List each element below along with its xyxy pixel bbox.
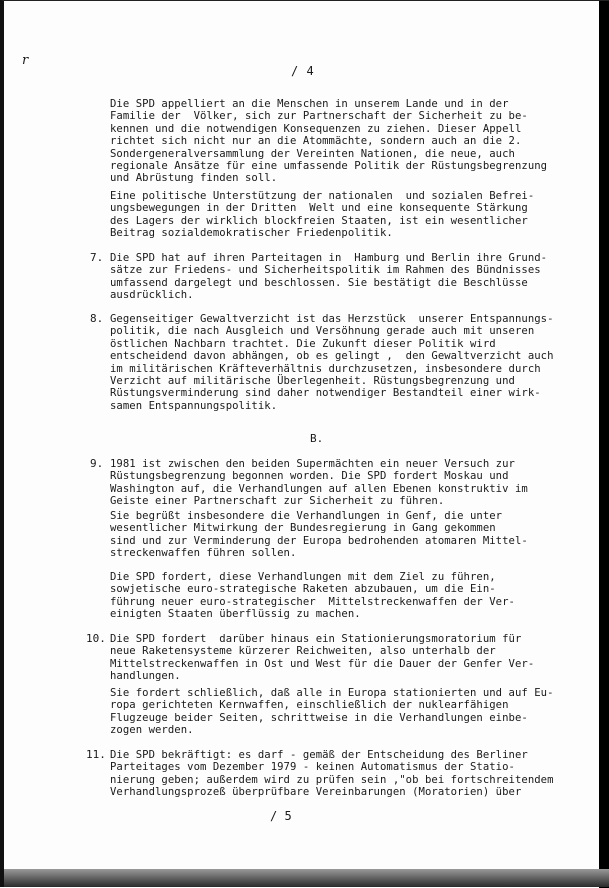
paragraph-7: Die SPD hat auf ihren Parteitagen in Hamburg und Berlin ihre Grund- sätze zur Friedens- und Sicherheitspolitik im Rahmen des Bündnisses umfassend dargelegt und beschlossen. Sie bestätigt die Beschlüsse ausdrücklich.	[110, 252, 548, 302]
item-number-8: 8.	[90, 312, 104, 325]
paragraph-8: Gegenseitiger Gewaltverzicht ist das Herzstück unserer Entspannungs- politik, die nach Ausgleich und Versöhnung gerade auch mit unseren östlichen Nachbarn trachtet. Die Zukunft dieser Politik wird entscheidend davon abhängen, ob es gelingt , den Gewaltverzicht auch im militärischen Kräfteverhältnis durchzusetzen, insbesondere durch Verzicht auf militärische Überlegenheit. Rüstungsbegrenzung und Rüstungsverminderung sind daher notwendiger Bestandteil einer wirk- samen Entspannungspolitik.	[110, 313, 554, 412]
scan-edge-bottom	[4, 869, 609, 887]
paragraph-support: Eine politische Unterstützung der nationalen und sozialen Befrei- ungsbewegungen in der Dritten Welt und eine konsequente Stärkung des Lagers der wirklich blockfreien Staaten, ist ein wesentlicher Beitrag sozialdemokratischer Friedenpolitik.	[110, 190, 535, 240]
continuation-marker: / 5	[270, 809, 292, 823]
paragraph-10: Die SPD fordert darüber hinaus ein Stationierungsmoratorium für neue Raketensysteme kürzerer Reichweiten, also unterhalb der Mittelstreckenwaffen in Ost und West für die Dauer der Genfer Ver- handlungen.	[110, 633, 535, 683]
item-number-9: 9.	[90, 457, 104, 470]
item-number-7: 7.	[90, 251, 104, 264]
paragraph-9-demand: Die SPD fordert, diese Verhandlungen mit dem Ziel zu führen, sowjetische euro-strategische Raketen abzubauen, um die Ein- führung neuer euro-strategischer Mittelstreckenwaffen der Ver- einigten Staaten überflüssig zu machen.	[110, 571, 515, 621]
corner-mark: r	[22, 53, 29, 68]
paragraph-appeal: Die SPD appelliert an die Menschen in unserem Lande und in der Familie der Völker, sich zur Partnerschaft der Sicherheit zu be- kennen und die notwendigen Konsequenzen zu ziehen. Dieser Appell richtet sich nicht nur an die Atommächte, sondern auch an die 2. Sondergeneralversammlung der Vereinten Nationen, die neue, auch regionale Ansätze für eine umfassende Politik der Rüstungsbegrenzung und Abrüstung finden soll.	[110, 98, 548, 185]
item-number-11: 11.	[86, 748, 106, 761]
paragraph-9: 1981 ist zwischen den beiden Supermächten ein neuer Versuch zur Rüstungsbegrenzung begonnen worden. Die SPD fordert Moskau und Washington auf, die Verhandlungen auf allen Ebenen konstruktiv im Geiste einer Partnerschaft zur Sicherheit zu führen.	[110, 458, 528, 508]
scan-edge-right	[599, 1, 609, 888]
paragraph-9-geneva: Sie begrüßt insbesondere die Verhandlungen in Genf, die unter wesentlicher Mitwirkung der Bundesregierung in Gang gekommen sind und zur Verminderung der Europa bedrohenden atomaren Mittel- streckenwaffen führen sollen.	[110, 510, 528, 560]
paragraph-11: Die SPD bekräftigt: es darf - gemäß der Entscheidung des Berliner Parteitages vom Dezember 1979 - keinen Automatismus der Statio- nierung geben; außerdem wird zu prüfen sein ,"ob bei fortschreitendem Verhandlungsprozeß überprüfbare Vereinbarungen (Moratorien) über	[110, 749, 554, 799]
page-number: / 4	[291, 64, 315, 78]
paragraph-10-nuclear: Sie fordert schließlich, daß alle in Europa stationierten und auf Eu- ropa gerichteten Kernwaffen, einschließlich der nuklearfähigen Flugzeuge beider Seiten, schrittweise in die Verhandlungen einbe- zogen werden.	[110, 687, 554, 737]
section-heading-b: B.	[310, 432, 324, 445]
item-number-10: 10.	[86, 632, 106, 645]
